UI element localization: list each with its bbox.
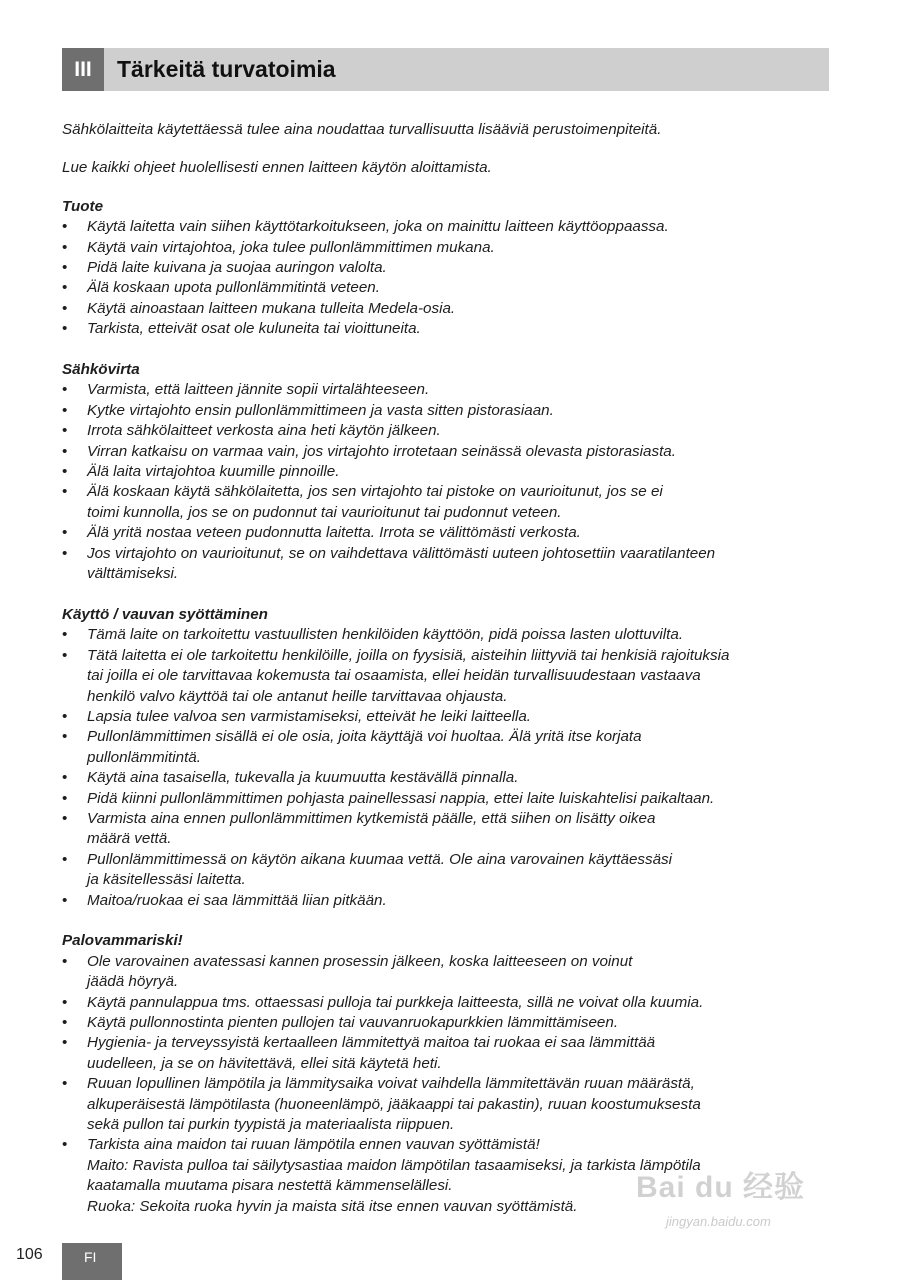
list-item-text: Kytke virtajohto ensin pullonlämmittimeen ja vasta sitten pistorasiaan. <box>87 401 554 419</box>
section-title: Palovammariski! <box>62 932 183 950</box>
section <box>62 197 832 340</box>
list-item <box>62 625 832 645</box>
list-item <box>62 952 832 993</box>
list-item-text: Maitoa/ruokaa ei saa lämmittää liian pitkään. <box>87 891 387 909</box>
list-item-text: Irrota sähkölaitteet verkosta aina heti käytön jälkeen. <box>87 422 441 440</box>
bullet-icon: • <box>62 850 68 868</box>
bullet-icon: • <box>62 891 68 909</box>
list-item <box>62 380 832 400</box>
list-item-text: Ole varovainen avatessasi kannen prosessin jälkeen, koska laitteeseen on voinut <box>87 952 633 970</box>
bullet-icon: • <box>62 707 68 725</box>
list-item-text: määrä vettä. <box>87 830 172 848</box>
bullet-list <box>62 380 832 584</box>
list-item-text: Hygienia- ja terveyssyistä kertaalleen lämmitettyä maitoa tai ruokaa ei saa lämmittää <box>87 1034 656 1052</box>
list-item <box>62 544 832 585</box>
list-item-text: Tätä laitetta ei ole tarkoitettu henkilöille, joilla on fyysisiä, aisteihin liittyviä tai henkisiä rajoituksia <box>87 646 730 664</box>
list-item-text: Lapsia tulee valvoa sen varmistamiseksi, etteivät he leiki laitteella. <box>87 707 532 725</box>
bullet-icon: • <box>62 524 68 542</box>
list-item-text: henkilö valvo käyttöä tai ole antanut heille tarvittavaa ohjausta. <box>87 687 508 705</box>
bullet-icon: • <box>62 218 68 236</box>
bullet-icon: • <box>62 728 68 746</box>
bullet-icon: • <box>62 993 68 1011</box>
list-item <box>62 1013 832 1033</box>
list-item-text: Pullonlämmittimen sisällä ei ole osia, joita käyttäjä voi huoltaa. Älä yritä itse korjata <box>87 728 642 746</box>
list-item <box>62 238 832 258</box>
section-title: Sähkövirta <box>62 361 140 379</box>
list-item-text: Käytä ainoastaan laitteen mukana tulleita Medela-osia. <box>87 299 456 317</box>
bullet-icon: • <box>62 259 68 277</box>
list-item-text: Pullonlämmittimessä on käytön aikana kuumaa vettä. Ole aina varovainen käyttäessäsi <box>87 850 673 868</box>
bullet-list <box>62 625 832 911</box>
list-item-text: Tarkista aina maidon tai ruuan lämpötila ennen vauvan syöttämistä! <box>87 1136 540 1154</box>
list-item-text: Käytä laitetta vain siihen käyttötarkoitukseen, joka on mainittu laitteen käyttöoppaassa. <box>87 218 669 236</box>
bullet-icon: • <box>62 1034 68 1052</box>
list-item <box>62 768 832 788</box>
list-item-text: tai joilla ei ole tarvittavaa kokemusta tai osaamista, ellei heidän turvallisuudestaan vastaava <box>87 667 701 685</box>
list-item-text: Käytä pullonnostinta pienten pullojen tai vauvanruokapurkkien lämmittämiseen. <box>87 1014 619 1032</box>
list-item <box>62 850 832 891</box>
list-item <box>62 258 832 278</box>
list-item <box>62 217 832 237</box>
list-item-text: alkuperäisestä lämpötilasta (huoneenlämpö, jääkaappi tai pakastin), ruuan koostumuksesta <box>87 1095 701 1113</box>
list-item-text: Virran katkaisu on varmaa vain, jos virtajohto irrotetaan seinässä olevasta pistorasiasta. <box>87 442 676 460</box>
bullet-icon: • <box>62 320 68 338</box>
list-item <box>62 278 832 298</box>
list-item-text: Maito: Ravista pulloa tai säilytysastiaa maidon lämpötilan tasaamiseksi, ja tarkista lämpötila <box>87 1156 701 1174</box>
list-item-text: ja käsitellessäsi laitetta. <box>87 871 246 889</box>
list-item-text: jäädä höyryä. <box>87 973 179 991</box>
list-item-text: Älä koskaan upota pullonlämmitintä veteen. <box>87 279 380 297</box>
bullet-icon: • <box>62 769 68 787</box>
list-item <box>62 319 832 339</box>
intro-paragraph-1: Sähkölaitteita käytettäessä tulee aina noudattaa turvallisuutta lisääviä perustoimenpiteitä. <box>62 121 662 138</box>
bullet-icon: • <box>62 238 68 256</box>
list-item <box>62 482 832 523</box>
list-item <box>62 891 832 911</box>
list-item <box>62 299 832 319</box>
section-header <box>62 48 829 91</box>
list-item-text: Jos virtajohto on vaurioitunut, se on vaihdettava välittömästi uuteen johtosettiin vaaratilanteen <box>87 544 716 562</box>
sections-container <box>62 197 832 1217</box>
list-item-text: Varmista aina ennen pullonlämmittimen kytkemistä päälle, että siihen on lisätty oikea <box>87 809 656 827</box>
bullet-icon: • <box>62 422 68 440</box>
bullet-icon: • <box>62 279 68 297</box>
list-item-text: Tarkista, etteivät osat ole kuluneita tai vioittuneita. <box>87 320 421 338</box>
list-item-text: välttämiseksi. <box>87 565 179 583</box>
list-item <box>62 809 832 850</box>
list-item-text: Pidä kiinni pullonlämmittimen pohjasta painellessasi nappia, ettei laite luiskahtelisi paikaltaan. <box>87 789 715 807</box>
list-item <box>62 789 832 809</box>
bullet-icon: • <box>62 809 68 827</box>
page-title: Tärkeitä turvatoimia <box>117 56 336 82</box>
list-item-text: Käytä pannulappua tms. ottaessasi pulloja tai purkkeja laitteesta, sillä ne voivat olla kuumia. <box>87 993 704 1011</box>
list-item-text: toimi kunnolla, jos se on pudonnut tai vaurioitunut tai pudonnut veteen. <box>87 503 562 521</box>
list-item-text: Älä yritä nostaa veteen pudonnutta laitetta. Irrota se välittömästi verkosta. <box>87 524 581 542</box>
list-item <box>62 401 832 421</box>
bullet-icon: • <box>62 483 68 501</box>
watermark-brand: Bai du 经验 <box>636 1171 806 1204</box>
bullet-icon: • <box>62 544 68 562</box>
list-item <box>62 462 832 482</box>
list-item <box>62 442 832 462</box>
list-item-text: Käytä vain virtajohtoa, joka tulee pullonlämmittimen mukana. <box>87 238 495 256</box>
list-item-text: Älä laita virtajohtoa kuumille pinnoille. <box>87 463 340 481</box>
list-item-text: Älä koskaan käytä sähkölaitetta, jos sen virtajohto tai pistoke on vaurioitunut, jos se ei <box>87 483 663 501</box>
list-item-text: Käytä aina tasaisella, tukevalla ja kuumuutta kestävällä pinnalla. <box>87 769 519 787</box>
section <box>62 931 832 1217</box>
list-item-text: kaatamalla muutama pisara nestettä kämmenselällesi. <box>87 1177 453 1195</box>
section <box>62 605 832 911</box>
list-item <box>62 727 832 768</box>
bullet-icon: • <box>62 1136 68 1154</box>
list-item-text: sekä pullon tai purkin tyypistä ja materiaalista riippuen. <box>87 1116 455 1134</box>
bullet-icon: • <box>62 442 68 460</box>
document-body <box>62 120 832 1217</box>
language-tab: FI <box>62 1243 122 1280</box>
intro-paragraph-2: Lue kaikki ohjeet huolellisesti ennen laitteen käytön aloittamista. <box>62 159 492 177</box>
section-title: Käyttö / vauvan syöttäminen <box>62 605 268 623</box>
bullet-icon: • <box>62 626 68 644</box>
bullet-icon: • <box>62 463 68 481</box>
list-item-text: Tämä laite on tarkoitettu vastuullisten henkilöiden käyttöön, pidä poissa lasten ulottuvilta. <box>87 626 684 644</box>
list-item-text: pullonlämmitintä. <box>87 748 201 766</box>
list-item <box>62 421 832 441</box>
list-item <box>62 646 832 707</box>
list-item <box>62 993 832 1013</box>
list-item-text: Pidä laite kuivana ja suojaa auringon valolta. <box>87 259 387 277</box>
page-number: 106 <box>16 1246 43 1263</box>
bullet-icon: • <box>62 789 68 807</box>
list-item-text: uudelleen, ja se on hävitettävä, ellei sitä käytetä heti. <box>87 1054 442 1072</box>
bullet-icon: • <box>62 299 68 317</box>
section <box>62 360 832 584</box>
bullet-icon: • <box>62 401 68 419</box>
bullet-icon: • <box>62 1075 68 1093</box>
list-item <box>62 1074 832 1135</box>
bullet-icon: • <box>62 381 68 399</box>
list-item-text: Ruuan lopullinen lämpötila ja lämmitysaika voivat vaihdella lämmitettävän ruuan määrästä, <box>87 1075 695 1093</box>
bullet-icon: • <box>62 1014 68 1032</box>
bullet-icon: • <box>62 952 68 970</box>
bullet-list <box>62 217 832 339</box>
bullet-list <box>62 952 832 1217</box>
section-title: Tuote <box>62 197 104 215</box>
list-item-text: Ruoka: Sekoita ruoka hyvin ja maista sitä itse ennen vauvan syöttämistä. <box>87 1197 578 1215</box>
list-item-text: Varmista, että laitteen jännite sopii virtalähteeseen. <box>87 381 430 399</box>
bullet-icon: • <box>62 646 68 664</box>
watermark-url: jingyan.baidu.com <box>666 1214 771 1229</box>
section-number: III <box>62 48 104 91</box>
list-item <box>62 1033 832 1074</box>
list-item <box>62 707 832 727</box>
list-item <box>62 1135 832 1217</box>
list-item <box>62 523 832 543</box>
